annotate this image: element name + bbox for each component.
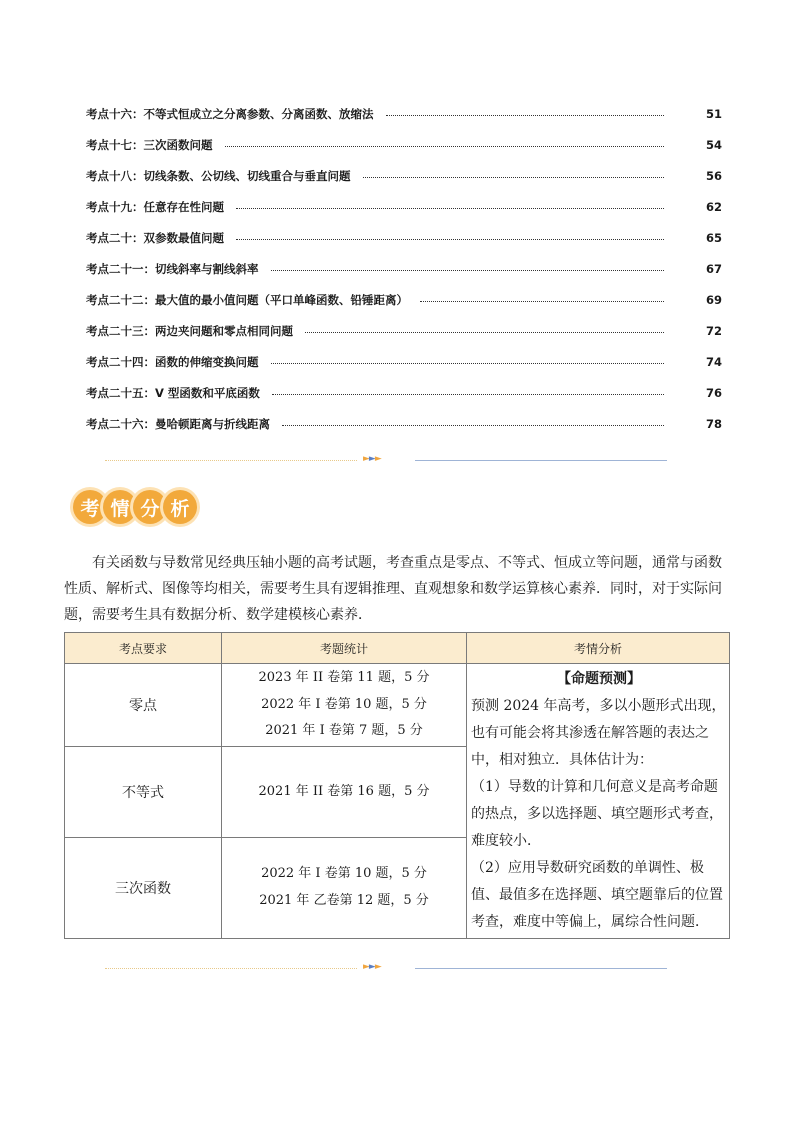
- analysis-line: 预测 2024 年高考，多以小题形式出现，也有可能会将其渗透在解答题的表达之中，相对独立．具体估计为：: [471, 698, 726, 768]
- badge-char: 情: [103, 490, 137, 524]
- header-analysis: 考情分析: [467, 633, 730, 664]
- toc-leader-dots: [386, 115, 665, 116]
- toc-entry[interactable]: [86, 315, 722, 346]
- analysis-line: （2）应用导数研究函数的单调性、极值、最值多在选择题、填空题靠后的位置考查，难度中等偏上，属综合性问题．: [471, 860, 723, 930]
- topic-cell: 不等式: [65, 747, 222, 837]
- toc-entry[interactable]: [86, 98, 722, 129]
- toc-entry-page: 65: [705, 230, 722, 245]
- toc-entry-page: 74: [705, 354, 722, 369]
- toc-entry[interactable]: [86, 408, 722, 439]
- toc-entry[interactable]: [86, 222, 722, 253]
- toc-entry-title: 考点十八：切线条数、公切线、切线重合与垂直问题: [86, 168, 357, 184]
- table-of-contents: [86, 98, 722, 439]
- decorative-divider-top: ►►►: [105, 456, 667, 466]
- stats-cell: 2023 年 II 卷第 11 题，5 分 2022 年 I 卷第 10 题，5 分 2021 年 I 卷第 7 题，5 分: [222, 664, 467, 747]
- toc-entry-title: 考点二十四：函数的伸缩变换问题: [86, 354, 265, 370]
- topic-cell: 零点: [65, 664, 222, 747]
- toc-entry-title: 考点二十五：V 型函数和平底函数: [86, 385, 266, 401]
- toc-entry-page: 72: [705, 323, 722, 338]
- analysis-heading: 【命题预测】: [557, 671, 641, 687]
- toc-entry-page: 78: [705, 416, 722, 431]
- toc-leader-dots: [282, 425, 664, 426]
- exam-analysis-table: [64, 632, 730, 939]
- toc-entry-page: 62: [705, 199, 722, 214]
- intro-paragraph: 有关函数与导数常见经典压轴小题的高考试题，考查重点是零点、不等式、恒成立等问题，通常与函数性质、解析式、图像等均相关，需要考生具有逻辑推理、直观想象和数学运算核心素养．同时，对于实际问题，需要考生具有数据分析、数学建模核心素养．: [64, 555, 722, 623]
- badge-char: 析: [163, 490, 197, 524]
- stats-cell: 2022 年 I 卷第 10 题，5 分 2021 年 乙卷第 12 题，5 分: [222, 837, 467, 938]
- toc-entry-page: 51: [705, 106, 722, 121]
- toc-entry-page: 54: [705, 137, 722, 152]
- toc-entry-page: 56: [705, 168, 722, 183]
- toc-leader-dots: [420, 301, 664, 302]
- analysis-line: （1）导数的计算和几何意义是高考命题的热点，多以选择题、填空题形式考查，难度较小．: [471, 779, 723, 849]
- toc-leader-dots: [271, 363, 665, 364]
- toc-entry[interactable]: [86, 191, 722, 222]
- toc-entry-title: 考点十七：三次函数问题: [86, 137, 219, 153]
- toc-entry-title: 考点十六：不等式恒成立之分离参数、分离函数、放缩法: [86, 106, 380, 122]
- toc-leader-dots: [225, 146, 665, 147]
- header-topic: 考点要求: [65, 633, 222, 664]
- toc-entry-title: 考点二十二：最大值的最小值问题（平口单峰函数、铅锤距离）: [86, 292, 414, 308]
- toc-leader-dots: [236, 208, 664, 209]
- toc-entry-title: 考点二十六：曼哈顿距离与折线距离: [86, 416, 276, 432]
- analysis-cell: [467, 664, 730, 939]
- toc-entry[interactable]: [86, 284, 722, 315]
- toc-leader-dots: [272, 394, 664, 395]
- toc-entry[interactable]: [86, 253, 722, 284]
- stats-cell: 2021 年 II 卷第 16 题，5 分: [222, 747, 467, 837]
- toc-leader-dots: [271, 270, 665, 271]
- header-stats: 考题统计: [222, 633, 467, 664]
- toc-entry[interactable]: [86, 160, 722, 191]
- badge-char: 考: [73, 490, 107, 524]
- toc-entry-title: 考点二十一：切线斜率与割线斜率: [86, 261, 265, 277]
- toc-entry[interactable]: [86, 377, 722, 408]
- toc-entry-page: 67: [705, 261, 722, 276]
- topic-cell: 三次函数: [65, 837, 222, 938]
- toc-leader-dots: [236, 239, 664, 240]
- toc-leader-dots: [363, 177, 665, 178]
- toc-entry-title: 考点十九：任意存在性问题: [86, 199, 230, 215]
- toc-entry[interactable]: [86, 129, 722, 160]
- toc-leader-dots: [305, 332, 664, 333]
- toc-entry-page: 76: [705, 385, 722, 400]
- decorative-divider-bottom: ►►►: [105, 964, 667, 974]
- toc-entry[interactable]: [86, 346, 722, 377]
- section-badge: [73, 490, 193, 524]
- badge-char: 分: [133, 490, 167, 524]
- toc-entry-page: 69: [705, 292, 722, 307]
- toc-entry-title: 考点二十：双参数最值问题: [86, 230, 230, 246]
- toc-entry-title: 考点二十三：两边夹问题和零点相同问题: [86, 323, 299, 339]
